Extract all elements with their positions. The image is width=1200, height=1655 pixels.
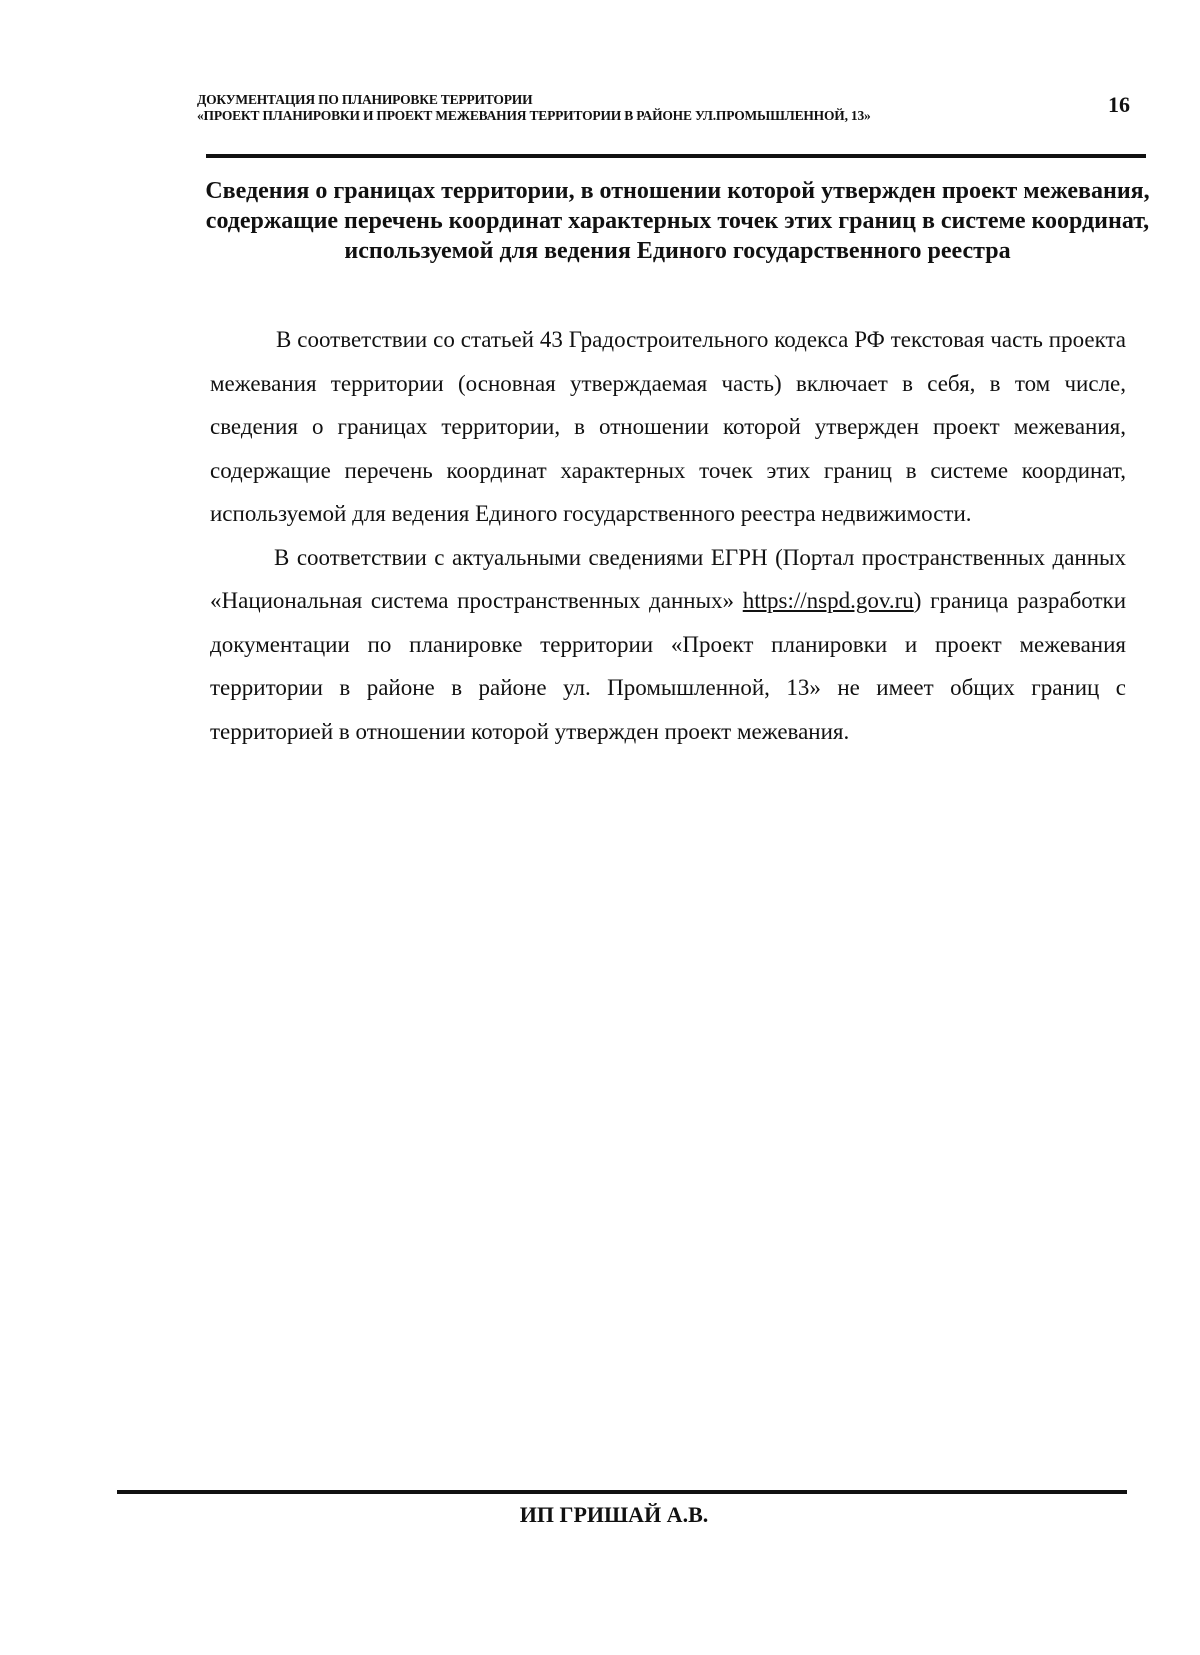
paragraph-2-text-start: В соответствии с актуальными сведениями ЕГРН (Портал пространственных данных «Национальная система пространственных данных» bbox=[210, 544, 1126, 613]
header-line-1: ДОКУМЕНТАЦИЯ ПО ПЛАНИРОВКЕ ТЕРРИТОРИИ bbox=[197, 92, 533, 107]
section-title: Сведения о границах территории, в отношении которой утвержден проект межевания, содержащие перечень координат характерных точек этих границ в системе координат, используемой для ведения Единого государственного реестра bbox=[205, 178, 1150, 264]
body-text bbox=[210, 318, 1126, 753]
page-number: 16 bbox=[1108, 92, 1130, 117]
header-line-2: «ПРОЕКТ ПЛАНИРОВКИ И ПРОЕКТ МЕЖЕВАНИЯ ТЕРРИТОРИИ В РАЙОНЕ УЛ.ПРОМЫШЛЕННОЙ, 13» bbox=[197, 108, 871, 123]
header-divider bbox=[206, 154, 1146, 158]
footer-author: ИП ГРИШАЙ А.В. bbox=[519, 1502, 709, 1527]
footer-divider bbox=[117, 1490, 1127, 1494]
document-header bbox=[197, 92, 1137, 124]
paragraph-1: В соответствии со статьей 43 Градостроительного кодекса РФ текстовая часть проекта межевания территории (основная утверждаемая часть) включает в себя, в том числе, сведения о границах территории, в отношении которой утвержден проект межевания, содержащие перечень координат характерных точек этих границ в системе координат, используемой для ведения Единого государственного реестра недвижимости. bbox=[210, 327, 1126, 526]
paragraph-2-text-end: ) граница разработки документации по планировке территории «Проект планировки и проект межевания территории в районе в районе ул. Промышленной, 13» не имеет общих границ с территорией в отношении которой утвержден проект межевания. bbox=[210, 588, 1127, 744]
paragraph-2 bbox=[210, 536, 1126, 754]
nspd-link[interactable]: https://nspd.gov.ru bbox=[742, 588, 914, 613]
